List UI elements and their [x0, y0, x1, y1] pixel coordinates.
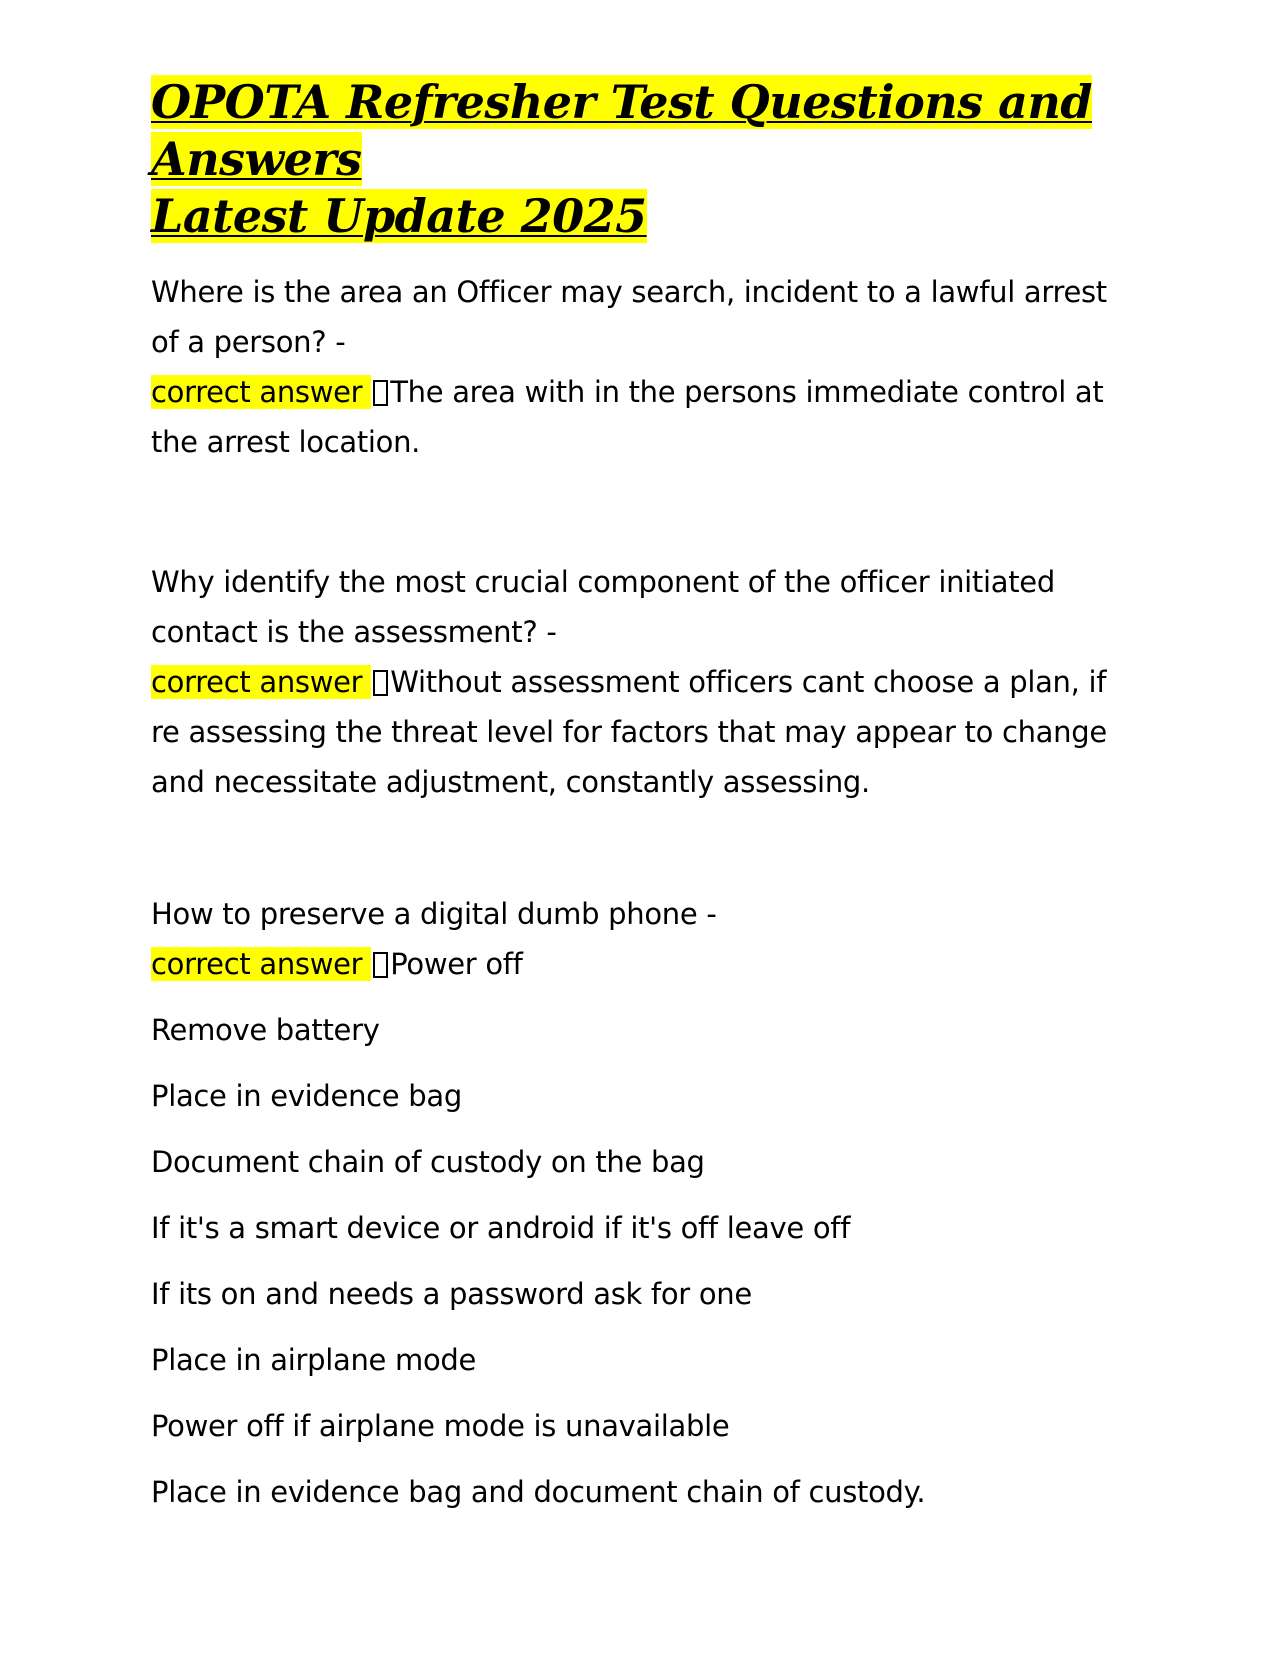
missing-glyph-box-icon [373, 952, 388, 978]
question-text: Where is the area an Officer may search, incident to a lawful arrest of a person? - [151, 275, 1107, 359]
step-item: Place in evidence bag [151, 1079, 462, 1113]
qa-block [151, 267, 1126, 467]
answer-text: The area with in the persons immediate control at the arrest location. [151, 375, 1104, 459]
step-item: Power off if airplane mode is unavailable [151, 1409, 730, 1443]
step-item: Place in evidence bag and document chain of custody. [151, 1475, 926, 1509]
answer-text: Power off [390, 947, 523, 981]
step-item: If its on and needs a password ask for one [151, 1277, 752, 1311]
document-title [151, 74, 1126, 245]
title-line-2: Latest Update 2025 [151, 189, 647, 243]
title-line-1: OPOTA Refresher Test Questions and Answers [151, 75, 1093, 186]
step-item: If it's a smart device or android if it's off leave off [151, 1211, 851, 1245]
answer-text: Without assessment officers cant choose a plan, if re assessing the threat level for factors that may appear to change and necessitate adjustment, constantly assessing. [151, 665, 1107, 799]
missing-glyph-box-icon [373, 380, 388, 406]
step-item: Document chain of custody on the bag [151, 1145, 705, 1179]
question-text: Why identify the most crucial component of the officer initiated contact is the assessment? - [151, 565, 1055, 649]
qa-block [151, 557, 1126, 807]
step-item: Remove battery [151, 1013, 380, 1047]
correct-answer-label: correct answer [151, 665, 372, 699]
qa-block [151, 889, 1126, 1517]
answer-paragraph [151, 657, 1126, 807]
correct-answer-label: correct answer [151, 375, 372, 409]
question-text: How to preserve a digital dumb phone - [151, 897, 717, 931]
correct-answer-label: correct answer [151, 947, 372, 981]
answer-paragraph [151, 939, 1126, 989]
document-content [151, 74, 1126, 1517]
step-item: Place in airplane mode [151, 1343, 477, 1377]
answer-paragraph [151, 367, 1126, 467]
missing-glyph-box-icon [373, 670, 388, 696]
